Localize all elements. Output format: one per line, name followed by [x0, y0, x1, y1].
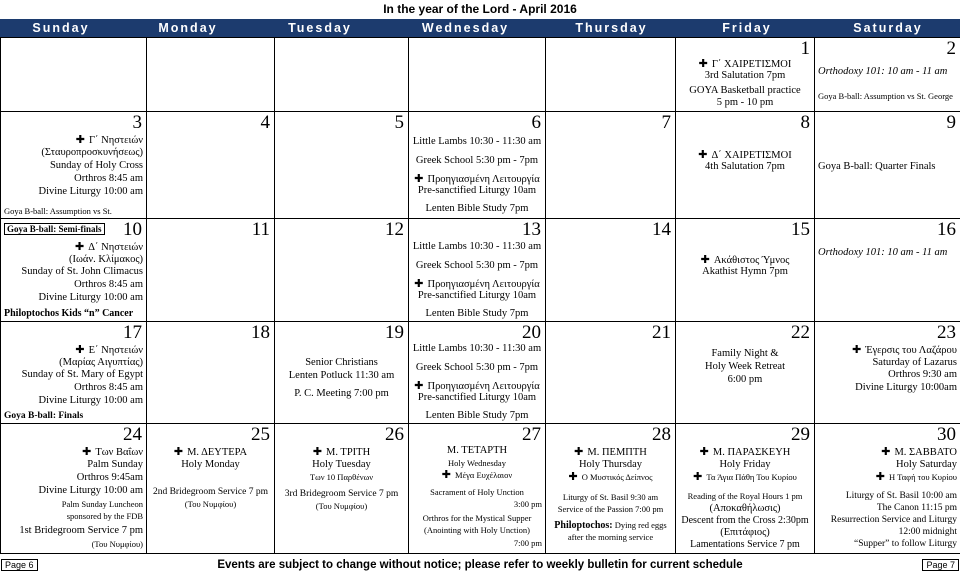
event-line: 5 pm - 10 pm [716, 97, 774, 108]
cross-icon: ✚ [441, 468, 452, 481]
cross-icon: ✚ [75, 343, 85, 356]
day-number: 19 [385, 322, 404, 343]
day-cell-empty [147, 38, 275, 112]
day-number: 8 [800, 112, 810, 133]
event-line: 4th Salutation 7pm [705, 161, 785, 172]
day-cell-21[interactable] [546, 322, 676, 424]
day-cell-11[interactable] [147, 219, 275, 322]
day-number: 15 [791, 219, 810, 240]
event-line: (Ιωάν. Κλίμακος) [69, 254, 143, 265]
event-line: The Canon 11:15 pm [876, 503, 957, 513]
event-line: 7:00 pm [513, 538, 542, 548]
day-number: 3 [132, 112, 142, 133]
day-number: 14 [652, 219, 671, 240]
event-line: 3rd Bridegroom Service 7 pm [284, 489, 399, 499]
event-line: P. C. Meeting 7:00 pm [294, 388, 389, 399]
day-number: 22 [791, 322, 810, 343]
event-line: ✚ Των Βαΐων [82, 445, 143, 458]
page-number-left: Page 6 [1, 559, 38, 571]
day-number: 5 [394, 112, 404, 133]
cross-icon: ✚ [414, 277, 424, 290]
day-number: 18 [251, 322, 270, 343]
event-line: Holy Thursday [578, 459, 643, 470]
day-number: 21 [652, 322, 671, 343]
cross-icon: ✚ [875, 470, 886, 483]
week-row [1, 424, 960, 554]
event-line: Orthros 8:45 am [74, 173, 143, 184]
event-line: (Του Νυμφίου) [91, 539, 143, 549]
day-cell-1[interactable] [676, 38, 815, 112]
day-cell-30[interactable] [815, 424, 960, 554]
event-line: Liturgy of St. Basil 10:00 am [845, 491, 957, 501]
cross-icon: ✚ [312, 445, 323, 458]
event-line: Divine Liturgy 10:00 am [38, 485, 143, 496]
day-cell-14[interactable] [546, 219, 676, 322]
cross-icon: ✚ [75, 240, 85, 253]
event-line: ✚ Ακάθιστος Ύμνος [700, 253, 790, 266]
event-line: Service of the Passion 7:00 pm [557, 504, 664, 514]
event-line: ✚ Ε΄ Νηστειών [75, 343, 143, 356]
day-cell-empty [409, 38, 546, 112]
event-line: 1st Bridegroom Service 7 pm [19, 525, 143, 536]
day-number: 30 [937, 424, 956, 445]
day-number: 2 [946, 38, 956, 59]
event-line: Holy Tuesday [312, 459, 371, 470]
day-cell-24[interactable] [1, 424, 147, 554]
event-line: Των 10 Παρθένων [309, 472, 374, 482]
day-cell-23[interactable] [815, 322, 960, 424]
day-cell-7[interactable] [546, 112, 676, 219]
day-cell-2[interactable] [815, 38, 960, 112]
footer [0, 557, 960, 572]
event-line: Holy Wednesday [448, 458, 506, 468]
cross-icon: ✚ [699, 445, 709, 458]
day-cell-5[interactable] [275, 112, 409, 219]
event-line: ✚ Προηγιασμένη Λειτουργία [414, 277, 540, 290]
event-line: after the morning service [567, 532, 654, 542]
day-cell-empty [546, 38, 676, 112]
event-line: Goya B-ball: Quarter Finals [818, 161, 936, 172]
day-number: 12 [385, 219, 404, 240]
event-line: Philoptochos Kids “n” Cancer [4, 308, 134, 319]
cross-icon: ✚ [414, 172, 424, 185]
event-line: “Supper” to follow Liturgy [854, 539, 957, 549]
day-number: 6 [531, 112, 541, 133]
event-line: Akathist Hymn 7pm [702, 266, 788, 277]
day-cell-empty [275, 38, 409, 112]
event-line: Lenten Bible Study 7pm [425, 308, 529, 319]
event-line: Palm Sunday Luncheon [61, 499, 143, 509]
event-line: ✚ Μ. ΠΑΡΑΣΚΕΥΗ [699, 445, 791, 458]
event-line: Palm Sunday [87, 459, 143, 470]
event-line: (Του Νυμφίου) [184, 499, 237, 509]
event-line: Goya B-ball: Assumption vs St. [4, 206, 112, 216]
event-line: ✚ Έγερσις του Λαζάρου [852, 343, 957, 356]
event-line: Orthros 9:45am [76, 472, 143, 483]
day-header-wednesday: Wednesday [421, 21, 510, 35]
event-line: Little Lambs 10:30 - 11:30 am [412, 343, 542, 354]
day-cell-4[interactable] [147, 112, 275, 219]
event-line: Descent from the Cross 2:30pm [681, 515, 809, 526]
event-line: Lenten Potluck 11:30 am [288, 370, 395, 381]
day-number: 11 [251, 219, 270, 240]
day-cell-29[interactable] [676, 424, 815, 554]
day-header-saturday: Saturday [853, 21, 923, 35]
event-line: Sunday of St. Mary of Egypt [21, 369, 143, 380]
day-number: 28 [652, 424, 671, 445]
event-line: (Του Νυμφίου) [315, 501, 368, 511]
cross-icon: ✚ [574, 445, 584, 458]
event-line: Orthodoxy 101: 10 am - 11 am [818, 66, 948, 77]
event-line: GOYA Basketball practice [689, 85, 801, 96]
event-line: Greek School 5:30 pm - 7pm [415, 362, 539, 373]
day-cell-28[interactable] [546, 424, 676, 554]
day-cell-empty [1, 38, 147, 112]
day-cell-19[interactable] [275, 322, 409, 424]
event-line: Pre-sanctified Liturgy 10am [417, 392, 537, 403]
event-line: Holy Monday [181, 459, 240, 470]
day-number: 27 [522, 424, 541, 445]
event-line: ✚ Μ. ΤΡΙΤΗ [312, 445, 371, 458]
event-line: Orthros 8:45 am [74, 279, 143, 290]
day-number: 23 [937, 322, 956, 343]
event-line: Senior Christians [305, 357, 378, 368]
cross-icon: ✚ [693, 470, 703, 483]
day-number: 26 [385, 424, 404, 445]
event-line: ✚ Μ. ΔΕΥΤΕΡΑ [173, 445, 248, 458]
cross-icon: ✚ [852, 343, 862, 356]
event-line: Resurrection Service and Liturgy [830, 515, 957, 525]
event-line: Divine Liturgy 10:00am [855, 382, 957, 393]
day-cell-6[interactable] [409, 112, 546, 219]
day-header-tuesday: Tuesday [288, 21, 352, 35]
event-line: ✚ Γ΄ Νηστειών [75, 133, 143, 146]
event-line: sponsored by the FDB [66, 511, 143, 521]
day-cell-15[interactable] [676, 219, 815, 322]
event-line: Family Night & [711, 348, 779, 359]
semi-finals-badge: Goya B-ball: Semi-finals [4, 223, 105, 236]
week-row [1, 112, 960, 219]
cross-icon: ✚ [173, 445, 184, 458]
event-line: Sunday of Holy Cross [49, 160, 143, 171]
event-line: ✚ Ο Μυστικός Δείπνος [568, 470, 653, 483]
event-line: ✚ Προηγιασμένη Λειτουργία [414, 379, 540, 392]
cross-icon: ✚ [568, 470, 578, 483]
day-number: 25 [251, 424, 270, 445]
day-cell-13[interactable] [409, 219, 546, 322]
day-number: 9 [946, 112, 956, 133]
day-number: 24 [123, 424, 142, 445]
event-line: (Μαρίας Αιγυπτίας) [59, 357, 143, 368]
event-line: Reading of the Royal Hours 1 pm [687, 491, 803, 501]
event-line: Holy Saturday [896, 459, 957, 470]
day-header-monday: Monday [158, 21, 218, 35]
event-line: 6:00 pm [727, 374, 763, 385]
day-cell-3[interactable] [1, 112, 147, 219]
day-cell-8[interactable] [676, 112, 815, 219]
event-line: ✚ Προηγιασμένη Λειτουργία [414, 172, 540, 185]
event-line: 3:00 pm [513, 499, 542, 509]
cross-icon: ✚ [700, 253, 710, 266]
event-line: Goya B-ball: Assumption vs St. George [818, 91, 953, 101]
day-number: 20 [522, 322, 541, 343]
day-cell-27[interactable] [409, 424, 546, 554]
week-row [1, 38, 960, 112]
event-line: (Αποκαθήλωσις) [709, 503, 781, 514]
event-line: Sacrament of Holy Unction [430, 487, 524, 497]
day-cell-26[interactable] [275, 424, 409, 554]
week-row [1, 219, 960, 322]
day-number: 4 [260, 112, 270, 133]
event-line: ✚ Μέγα Ευχέλαιον [441, 468, 513, 481]
event-line: Greek School 5:30 pm - 7pm [415, 260, 539, 271]
event-line: Divine Liturgy 10:00 am [38, 186, 143, 197]
day-number: 17 [123, 322, 142, 343]
event-line: 12:00 midnight [898, 527, 957, 537]
day-cell-22[interactable] [676, 322, 815, 424]
footer-notice: Events are subject to change without notice; please refer to weekly bulletin for current schedule [217, 559, 743, 571]
event-line: ✚ Τα Άγια Πάθη Του Κυρίου [693, 470, 797, 483]
event-line: Holy Week Retreat [704, 361, 786, 372]
event-line: Goya B-ball: Finals [4, 411, 84, 421]
cross-icon: ✚ [82, 445, 92, 458]
day-number: 29 [791, 424, 810, 445]
page-number-right: Page 7 [922, 559, 959, 571]
day-cell-10[interactable] [1, 219, 147, 322]
event-line: 2nd Bridegroom Service 7 pm [152, 487, 269, 497]
event-line: Sunday of St. John Climacus [21, 266, 143, 277]
event-line: ✚ Δ΄ ΧΑΙΡΕΤΙΣΜΟΙ [698, 148, 792, 161]
cross-icon: ✚ [698, 148, 708, 161]
event-line: 3rd Salutation 7pm [704, 70, 786, 81]
day-number: 10 [123, 219, 142, 240]
event-line: Pre-sanctified Liturgy 10am [417, 185, 537, 196]
event-line: Philoptochos: Dying red eggs [554, 520, 667, 531]
calendar-grid [0, 37, 960, 554]
event-line: Orthodoxy 101: 10 am - 11 am [818, 247, 948, 258]
day-cell-12[interactable] [275, 219, 409, 322]
event-line: Little Lambs 10:30 - 11:30 am [412, 136, 542, 147]
day-number: 7 [661, 112, 671, 133]
event-line: Lenten Bible Study 7pm [425, 203, 529, 214]
calendar-title: In the year of the Lord - April 2016 [383, 2, 577, 16]
event-line: Little Lambs 10:30 - 11:30 am [412, 241, 542, 252]
day-number: 16 [937, 219, 956, 240]
event-line: ✚ Δ΄ Νηστειών [75, 240, 143, 253]
event-line: ✚ Μ. ΣΑΒΒΑΤΟ [881, 445, 957, 458]
event-line: ✚ Μ. ΠΕΜΠΤΗ [574, 445, 647, 458]
event-line: Orthros 9:30 am [888, 369, 957, 380]
event-line: Lenten Bible Study 7pm [425, 410, 529, 421]
day-cell-17[interactable] [1, 322, 147, 424]
event-line: (Σταυροπροσκυνήσεως) [41, 147, 143, 158]
day-header-thursday: Thursday [575, 21, 648, 35]
event-line: Lamentations Service 7 pm [690, 539, 800, 550]
day-cell-25[interactable] [147, 424, 275, 554]
event-line: (Anointing with Holy Unction) [423, 525, 530, 535]
cross-icon: ✚ [881, 445, 891, 458]
cross-icon: ✚ [414, 379, 424, 392]
event-line: Liturgy of St. Basil 9:30 am [562, 492, 659, 502]
event-line: Divine Liturgy 10:00 am [38, 395, 143, 406]
weekday-header [0, 19, 960, 37]
day-cell-18[interactable] [147, 322, 275, 424]
event-line: Greek School 5:30 pm - 7pm [415, 155, 539, 166]
day-cell-16[interactable] [815, 219, 960, 322]
day-number: 13 [522, 219, 541, 240]
event-line: Pre-sanctified Liturgy 10am [417, 290, 537, 301]
week-row [1, 322, 960, 424]
day-cell-20[interactable] [409, 322, 546, 424]
event-line: Holy Friday [719, 459, 771, 470]
event-line: Divine Liturgy 10:00 am [38, 292, 143, 303]
cross-icon: ✚ [75, 133, 85, 146]
day-number: 1 [800, 38, 810, 59]
event-line: Orthros for the Mystical Supper [422, 513, 532, 523]
event-line: Μ. ΤΕΤΑΡΤΗ [446, 445, 508, 456]
event-line: Orthros 8:45 am [74, 382, 143, 393]
day-header-sunday: Sunday [32, 21, 90, 35]
day-header-friday: Friday [722, 21, 772, 35]
cross-icon: ✚ [698, 57, 708, 70]
event-line: Saturday of Lazarus [872, 357, 957, 368]
event-line: ✚ Γ΄ ΧΑΙΡΕΤΙΣΜΟΙ [698, 57, 792, 70]
event-line: ✚ Η Ταφή του Κυρίου [875, 470, 957, 483]
day-cell-9[interactable] [815, 112, 960, 219]
event-line: (Επιτάφιος) [720, 527, 770, 538]
